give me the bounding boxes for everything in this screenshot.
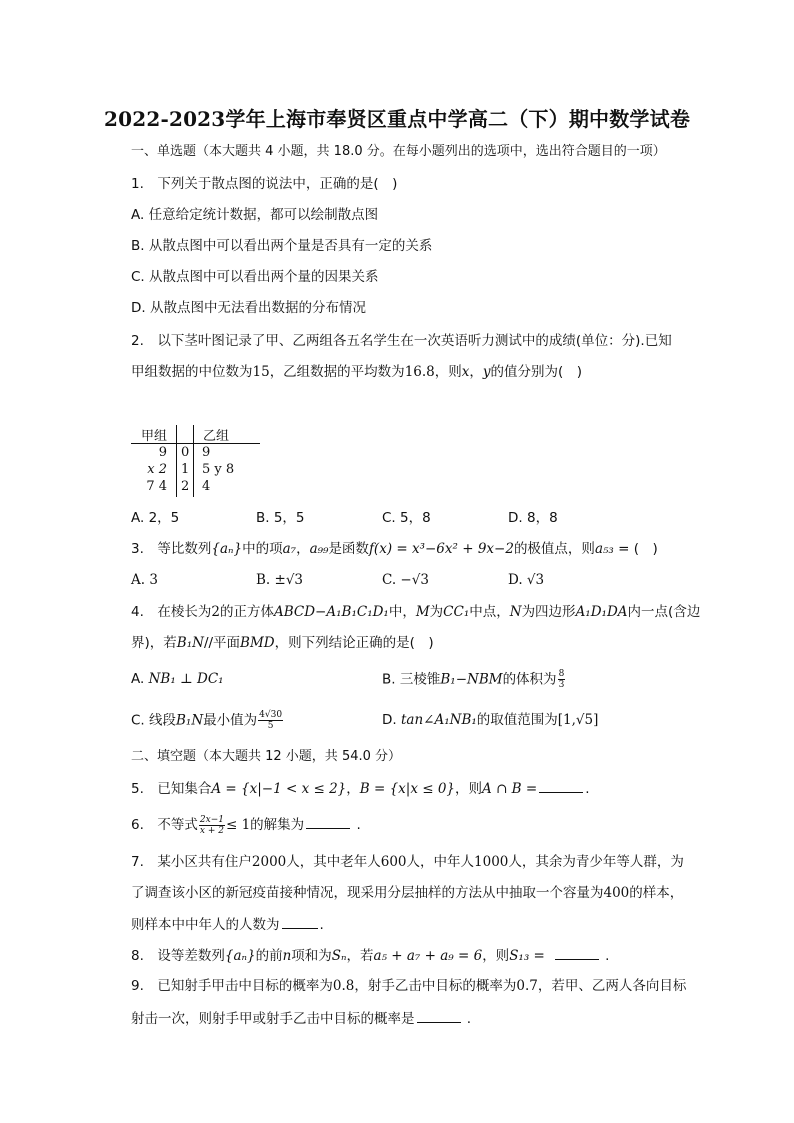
q2-text: ，	[469, 364, 483, 380]
q4-text: 为	[429, 604, 444, 620]
q8-text: .	[600, 948, 610, 964]
q8-s13: S₁₃ =	[509, 948, 545, 964]
q9-text: ，射手乙击中目标的概率为	[354, 978, 517, 994]
q5-text: .	[585, 781, 590, 797]
q9-text: ，若甲、乙两人各向目标	[537, 978, 687, 994]
section-single-choice: 一、单选题（本大题共 4 小题，共 18.0 分。在每小题列出的选项中，选出符合题目的一项）	[131, 144, 666, 159]
q4-stem-line2	[131, 633, 434, 653]
stem-leaf-stem-0: 0	[181, 445, 190, 460]
q7-answer-blank[interactable]	[282, 914, 318, 929]
q9-prob-a: 0.8	[332, 978, 355, 994]
q8-answer-blank[interactable]	[555, 945, 599, 960]
q1-option-c: C. 从散点图中可以看出两个量的因果关系	[131, 269, 379, 285]
q7-text: 则样本中中年人的人数为	[131, 917, 280, 933]
q2-option-d: D. 8，8	[508, 510, 558, 526]
q4-c-fraction	[258, 710, 283, 731]
stem-leaf-hline	[131, 443, 260, 444]
q8-text: ，若	[346, 948, 374, 964]
q7-line2	[131, 883, 683, 903]
q4-text: 中点，	[469, 604, 510, 620]
q7-line3	[131, 914, 324, 935]
q2-var-x: x	[461, 364, 470, 380]
frac-denominator: 3	[558, 680, 565, 690]
q5-intersection: A ∩ B =	[482, 781, 538, 797]
q4-option-b	[382, 669, 566, 690]
q6-text: 6. 不等式	[131, 817, 198, 833]
frac-denominator: x + 2	[199, 825, 224, 836]
q4-plane: BMD	[240, 635, 275, 651]
q2-text: 的值分别为( )	[490, 364, 583, 380]
q7-text: 人，中年人	[406, 854, 475, 870]
q3-option-d: D. √3	[508, 572, 545, 588]
q4-cube: ABCD−A₁B₁C₁D₁	[273, 604, 389, 620]
q8-text: 的前	[255, 948, 283, 964]
q9-line1	[131, 976, 686, 996]
q3-text: = ( )	[613, 541, 658, 557]
q8-text: 8. 设等差数列	[131, 948, 225, 964]
q4-text: 中，	[388, 604, 416, 620]
q4-b-label: B. 三棱锥	[382, 671, 441, 688]
q4-option-c	[131, 710, 284, 731]
q1-stem: 1. 下列关于散点图的说法中，正确的是( )	[131, 176, 398, 192]
q9-answer-blank[interactable]	[417, 1008, 461, 1023]
stem-leaf-head-right: 乙组	[203, 429, 230, 444]
q3-text: ，	[296, 541, 310, 557]
q4-d-label: D.	[382, 712, 401, 728]
q3-option-a: A. 3	[131, 572, 158, 588]
q4-quad: A₁D₁DA	[575, 604, 628, 620]
q7-num: 600	[380, 854, 407, 870]
stem-leaf-left-2: 7 4	[146, 479, 167, 494]
stem-leaf-right-1: 5 y 8	[202, 462, 235, 477]
q7-num: 1000	[474, 854, 509, 870]
q4-text: 4. 在棱长为	[131, 604, 212, 620]
stem-leaf-head-left: 甲组	[141, 429, 168, 444]
q8-text: 项和为	[291, 948, 332, 964]
q6-text: .	[352, 817, 361, 833]
q5-set-a: A = {x|−1 < x ≤ 2}	[211, 781, 347, 797]
stem-leaf-right-2: 4	[202, 479, 211, 494]
q8-sequence: {aₙ}	[224, 948, 256, 964]
q4-b-text: 的体积为	[502, 671, 557, 688]
q6-relation: ≤ 1	[225, 817, 251, 833]
q3-option-c: C. −√3	[382, 572, 429, 588]
frac-numerator: 8	[558, 669, 565, 679]
q9-text: 射击一次，则射手甲或射手乙击中目标的概率是	[131, 1011, 415, 1027]
q8-stem	[131, 945, 609, 966]
q2-option-c: C. 5，8	[382, 510, 431, 526]
section-fill-in: 二、填空题（本大题共 12 小题，共 54.0 分）	[131, 749, 402, 764]
q5-answer-blank[interactable]	[539, 778, 583, 793]
q7-text: 的样本，	[629, 885, 684, 901]
q1-option-a: A. 任意给定统计数据，都可以绘制散点图	[131, 207, 379, 223]
q3-sequence: {aₙ}	[211, 541, 243, 557]
q4-c-label: C. 线段	[131, 712, 177, 729]
stem-leaf-plot	[131, 425, 263, 497]
q9-text: .	[462, 1011, 472, 1027]
q2-median: 15	[252, 364, 270, 380]
q3-text: 中的项	[242, 541, 283, 557]
q4-c-math: B₁N	[176, 712, 204, 729]
stem-leaf-stem-1: 1	[181, 462, 190, 477]
q9-line2	[131, 1008, 471, 1029]
q4-segment: CC₁	[443, 604, 470, 620]
q2-option-b: B. 5，5	[256, 510, 305, 526]
q4-text: 界)，若	[131, 635, 177, 651]
q2-var-y: y	[482, 364, 491, 380]
q8-sn: Sₙ	[331, 948, 347, 964]
q4-a-math: NB₁ ⊥ DC₁	[148, 671, 224, 687]
q4-text: 内一点(含边	[627, 604, 701, 620]
q6-stem	[131, 814, 361, 836]
q6-text: 的解集为	[250, 817, 305, 833]
q5-text: 5. 已知集合	[131, 781, 212, 797]
q5-text: ，则	[455, 781, 483, 797]
q4-edge: 2	[211, 604, 220, 620]
q4-stem-line1	[131, 602, 700, 622]
q4-point-m: M	[415, 604, 430, 620]
stem-leaf-vline-right	[193, 425, 194, 497]
q7-num: 400	[603, 885, 630, 901]
q4-text: 的正方体	[219, 604, 274, 620]
q2-option-a: A. 2，5	[131, 510, 180, 526]
q4-b-fraction	[558, 669, 566, 690]
q4-text: //平面	[203, 635, 241, 651]
frac-numerator: 2x−1	[199, 814, 224, 825]
stem-leaf-right-0: 9	[202, 445, 211, 460]
stem-leaf-stem-2: 2	[181, 479, 190, 494]
q4-text: ，则下列结论正确的是( )	[274, 635, 434, 651]
q7-line1	[131, 852, 684, 872]
q2-text: ，则	[434, 364, 462, 380]
q4-option-d	[382, 710, 598, 730]
q4-a-label: A.	[131, 671, 149, 687]
q4-b-math: B₁−NBM	[440, 671, 503, 688]
q3-text: 的极值点，则	[513, 541, 595, 557]
q2-text: ，乙组数据的平均数为	[269, 364, 405, 380]
q8-n: n	[282, 948, 292, 964]
q1-option-b: B. 从散点图中可以看出两个量是否具有一定的关系	[131, 238, 433, 254]
stem-leaf-left-0: 9	[158, 445, 167, 460]
q8-condition: a₅ + a₇ + a₉ = 6	[373, 948, 483, 964]
q4-c-text: 最小值为	[203, 712, 258, 729]
q4-point-n: N	[509, 604, 522, 620]
q4-d-math: tan∠A₁NB₁	[400, 712, 477, 728]
q7-text: 7. 某小区共有住户	[131, 854, 252, 870]
q3-a7: a₇	[282, 541, 297, 557]
q3-a99: a₉₉	[309, 541, 329, 557]
q5-text: ，	[346, 781, 360, 797]
q3-text: 是函数	[328, 541, 369, 557]
q7-text: .	[319, 917, 324, 933]
q5-set-b: B = {x|x ≤ 0}	[359, 781, 456, 797]
stem-leaf-vline-left	[176, 425, 177, 497]
q3-stem	[131, 539, 658, 559]
q5-stem	[131, 778, 590, 799]
q4-d-range: [1,√5]	[557, 712, 599, 728]
q3-option-b: B. ±√3	[256, 572, 304, 588]
q6-answer-blank[interactable]	[306, 814, 350, 829]
q7-num: 2000	[251, 854, 287, 870]
q3-function: f(x) = x³−6x² + 9x−2	[368, 541, 514, 557]
frac-denominator: 5	[267, 721, 274, 731]
q2-mean: 16.8	[404, 364, 435, 380]
q9-text: 9. 已知射手甲击中目标的概率为	[131, 978, 333, 994]
q4-text: 为四边形	[521, 604, 576, 620]
q1-option-d: D. 从散点图中无法看出数据的分布情况	[131, 300, 366, 316]
q8-text: ，则	[482, 948, 510, 964]
q3-a53: a₅₃	[594, 541, 614, 557]
q4-d-text: 的取值范围为	[476, 712, 558, 728]
q6-fraction	[199, 815, 225, 836]
exam-title: 2022-2023学年上海市奉贤区重点中学高二（下）期中数学试卷	[103, 107, 691, 131]
q3-text: 3. 等比数列	[131, 541, 212, 557]
q4-b1n: B₁N	[176, 635, 204, 651]
q7-text: 人，其中老年人	[286, 854, 381, 870]
q9-prob-b: 0.7	[516, 978, 538, 994]
q2-stem-line1: 2. 以下茎叶图记录了甲、乙两组各五名学生在一次英语听力测试中的成绩(单位：分).已知	[131, 333, 672, 349]
q7-text: 人，其余为青少年等人群，为	[508, 854, 684, 870]
q2-text: 甲组数据的中位数为	[131, 364, 253, 380]
q2-stem-line2	[131, 362, 582, 382]
q7-text: 了调查该小区的新冠疫苗接种情况，现采用分层抽样的方法从中抽取一个容量为	[131, 885, 604, 901]
frac-numerator: 4√30	[259, 710, 283, 720]
stem-leaf-left-1: x 2	[147, 462, 167, 477]
q4-option-a	[131, 669, 224, 689]
